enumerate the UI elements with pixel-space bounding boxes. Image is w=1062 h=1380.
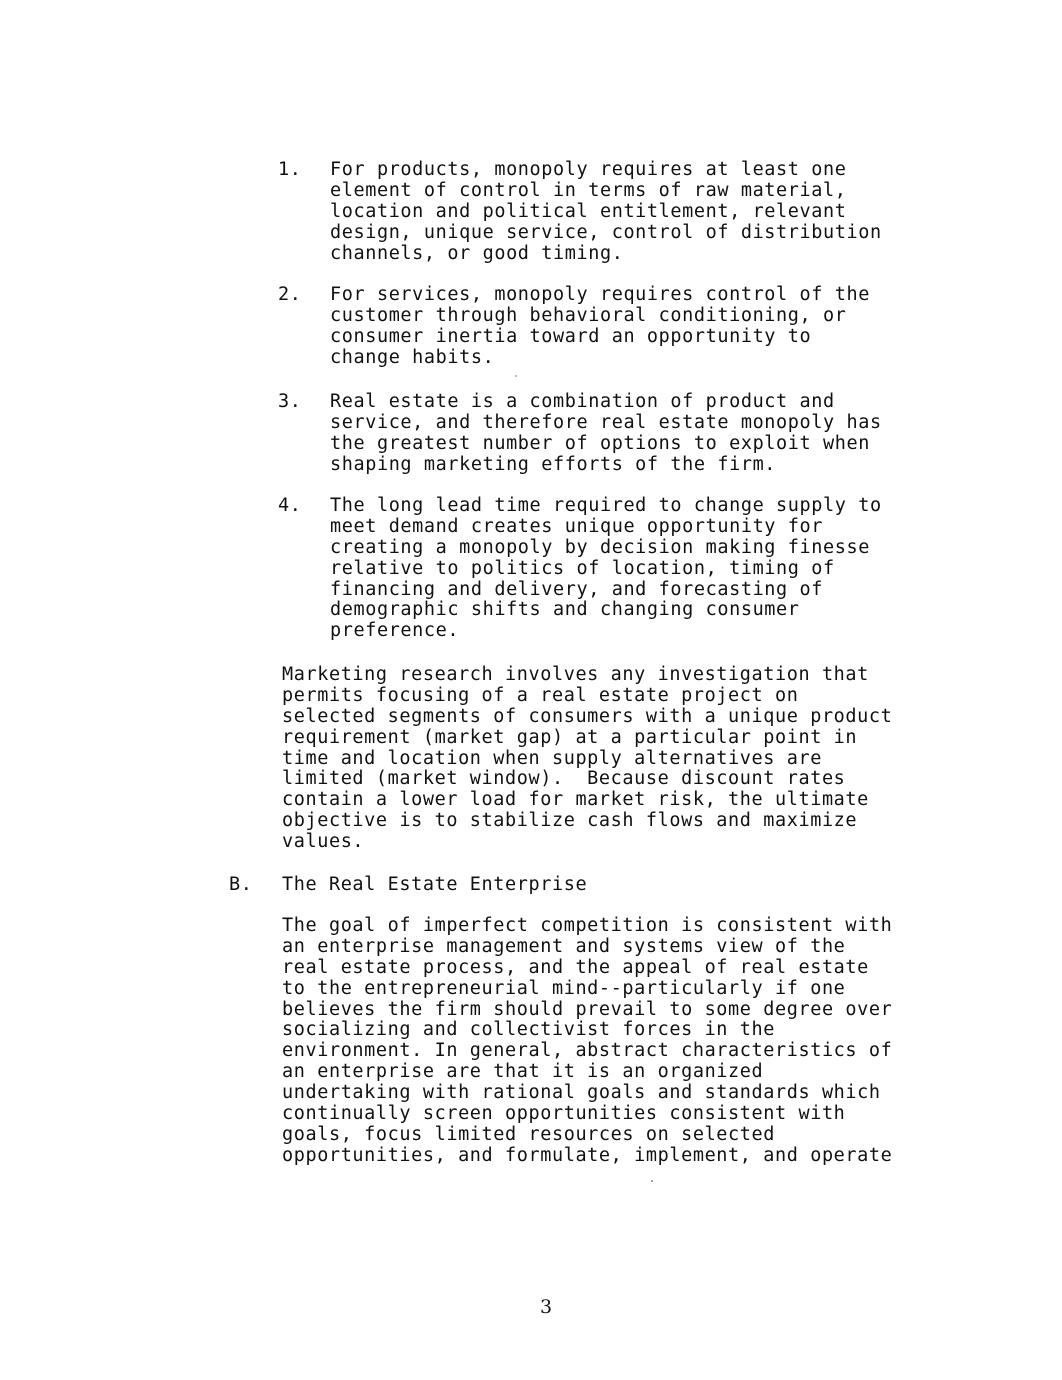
text-line: The long lead time required to change supply to <box>330 495 882 516</box>
text-line: For products, monopoly requires at least one <box>330 159 847 180</box>
text-line: values. <box>282 831 365 853</box>
text-line: an enterprise are that it is an organized <box>282 1061 764 1083</box>
text-line: contain a lower load for market risk, the ultimate <box>282 789 869 811</box>
list-item-body <box>330 160 882 264</box>
text-line: preference. <box>330 620 460 642</box>
text-line: relative to politics of location, timing of <box>330 557 835 579</box>
marketing-research-paragraph <box>282 665 892 853</box>
list-item-number: 1. <box>278 159 302 180</box>
text-line: undertaking with rational goals and standards which <box>282 1082 881 1104</box>
text-line: environment. In general, abstract characteristics of <box>282 1040 893 1062</box>
text-line: creating a monopoly by decision making finesse <box>330 536 870 558</box>
text-line: change habits. <box>330 346 495 368</box>
section-title: The Real Estate Enterprise <box>282 874 588 895</box>
text-line: opportunities, and formulate, implement, and operate <box>282 1144 893 1166</box>
section-letter: B. <box>229 874 253 895</box>
list-item-number: 4. <box>278 495 302 516</box>
text-line: an enterprise management and systems view of the <box>282 935 846 957</box>
text-line: believes the firm should prevail to some degree over <box>282 998 893 1020</box>
list-item-body <box>330 392 882 476</box>
list-item-number: 3. <box>278 391 302 412</box>
text-line: service, and therefore real estate monopoly has <box>330 411 882 433</box>
text-line: real estate process, and the appeal of real estate <box>282 956 869 978</box>
text-line: design, unique service, control of distribution <box>330 221 882 243</box>
text-line: time and location when supply alternatives are <box>282 747 822 769</box>
text-line: element of control in terms of raw material, <box>330 179 847 201</box>
text-line: goals, focus limited resources on selected <box>282 1123 775 1145</box>
list-item-body <box>330 285 870 369</box>
list-item-number: 2. <box>278 284 302 305</box>
text-line: location and political entitlement, relevant <box>330 200 847 222</box>
text-line: the greatest number of options to exploit when <box>330 432 870 454</box>
text-line: consumer inertia toward an opportunity to <box>330 325 812 347</box>
text-line: continually screen opportunities consistent with <box>282 1103 846 1125</box>
text-line: shaping marketing efforts of the firm. <box>330 453 777 475</box>
list-item-body <box>330 496 882 642</box>
enterprise-paragraph <box>282 916 892 1167</box>
text-line: requirement (market gap) at a particular point in <box>282 726 858 748</box>
text-line: Real estate is a combination of product and <box>330 391 835 412</box>
text-line: Marketing research involves any investigation that <box>282 664 869 685</box>
text-line: demographic shifts and changing consumer <box>330 599 800 621</box>
text-line: channels, or good timing. <box>330 242 624 264</box>
text-line: The goal of imperfect competition is consistent with <box>282 915 893 936</box>
text-line: customer through behavioral conditioning, or <box>330 304 847 326</box>
text-line: to the entrepreneurial mind--particularly if one <box>282 977 846 999</box>
text-line: meet demand creates unique opportunity for <box>330 515 823 537</box>
text-line: permits focusing of a real estate project on <box>282 684 799 706</box>
text-line: For services, monopoly requires control of the <box>330 284 870 305</box>
text-line: selected segments of consumers with a unique product <box>282 705 893 727</box>
text-line: limited (market window). Because discount rates <box>282 768 846 790</box>
text-line: objective is to stabilize cash flows and maximize <box>282 810 858 832</box>
text-line: financing and delivery, and forecasting of <box>330 578 823 600</box>
text-line: socializing and collectivist forces in the <box>282 1019 775 1041</box>
page-number: 3 <box>540 1296 553 1318</box>
section-heading <box>0 875 900 897</box>
